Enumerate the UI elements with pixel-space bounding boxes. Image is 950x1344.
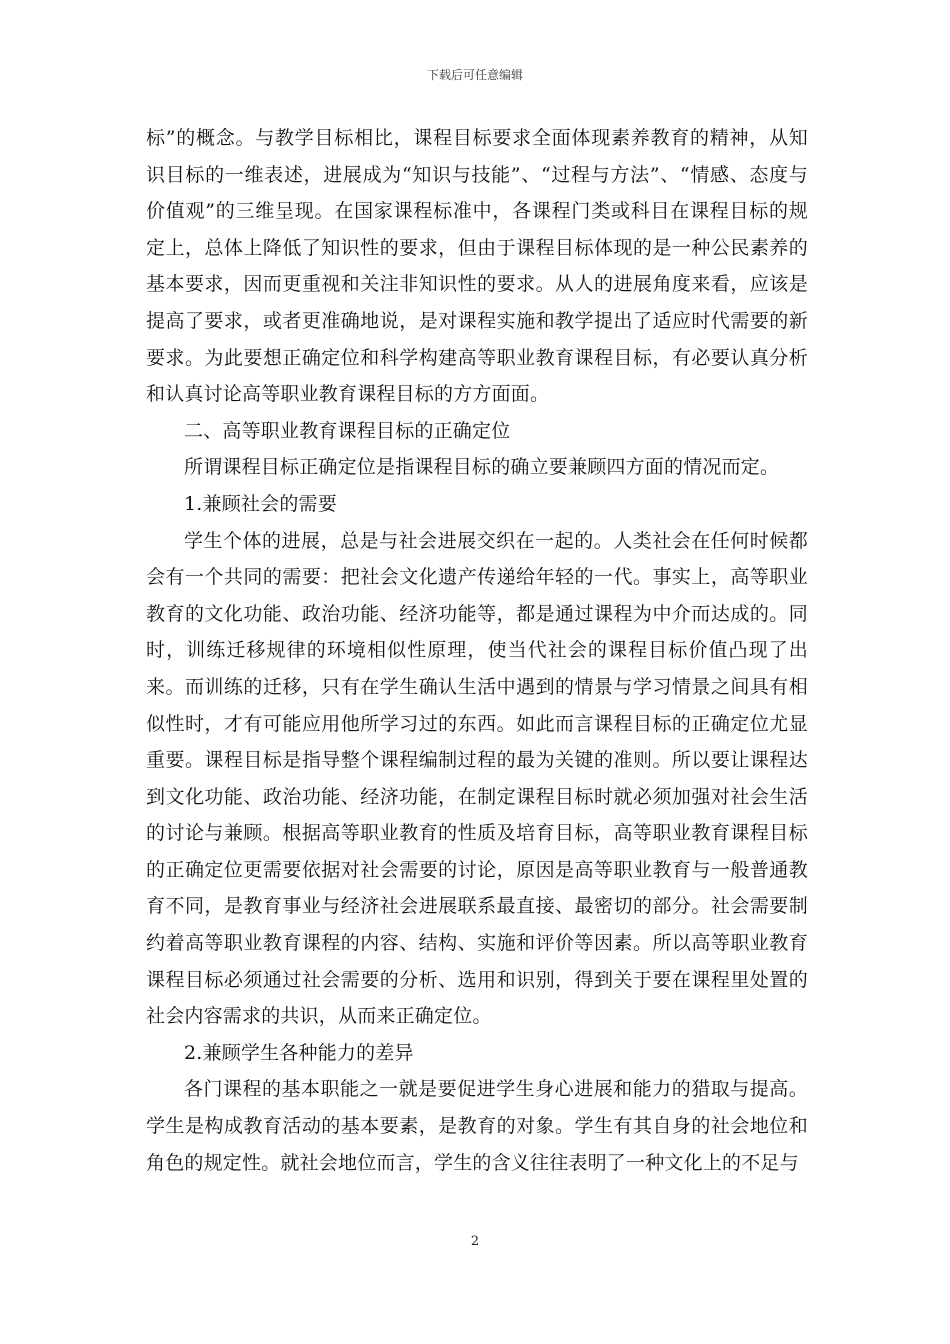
page-number: 2 [470,1234,480,1249]
paragraph-student-abilities: 各门课程的基本职能之一就是要促进学生身心进展和能力的猎取与提高。学生是构成教育活动的基本要素，是教育的对象。学生有其自身的社会地位和角色的规定性。就社会地位而言，学生的含义往往表明了一种文化上的不足与 [146,1078,808,1174]
subheading-student-abilities: 2.兼顾学生各种能力的差异 [184,1041,414,1064]
document-body [146,120,808,1181]
paragraph-positioning-summary: 所谓课程目标正确定位是指课程目标的确立要兼顾四方面的情况而定。 [184,456,780,479]
paragraph-social-needs: 学生个体的进展，总是与社会进展交织在一起的。人类社会在任何时候都会有一个共同的需要：把社会文化遗产传递给年轻的一代。事实上，高等职业教育的文化功能、政治功能、经济功能等，都是通过课程为中介而达成的。同时，训练迁移规律的环境相似性原理，使当代社会的课程目标价值凸现了出来。而训练的迁移，只有在学生确认生活中遇到的情景与学习情景之间具有相似性时，才有可能应用他所学习过的东西。如此而言课程目标的正确定位尤显重要。课程目标是指导整个课程编制过程的最为关键的准则。所以要让课程达到文化功能、政治功能、经济功能，在制定课程目标时就必须加强对社会生活的讨论与兼顾。根据高等职业教育的性质及培育目标，高等职业教育课程目标的正确定位更需要依据对社会需要的讨论，原因是高等职业教育与一般普通教育不同，是教育事业与经济社会进展联系最直接、最密切的部分。社会需要制约着高等职业教育课程的内容、结构、实施和评价等因素。所以高等职业教育课程目标必须通过社会需要的分析、选用和识别，得到关于要在课程里处置的社会内容需求的共识，从而来正确定位。 [146,529,808,1028]
page-header: 下载后可任意编辑 [426,68,523,82]
paragraph-intro-continuation: 标”的概念。与教学目标相比，课程目标要求全面体现素养教育的精神，从知识目标的一维表述，进展成为“知识与技能”、“过程与方法”、“情感、态度与价值观”的三维呈现。在国家课程标准中，各课程门类或科目在课程目标的规定上，总体上降低了知识性的要求，但由于课程目标体现的是一种公民素养的基本要求，因而更重视和关注非知识性的要求。从人的进展角度来看，应该是提高了要求，或者更准确地说，是对课程实施和教学提出了适应时代需要的新要求。为此要想正确定位和科学构建高等职业教育课程目标，有必要认真分析和认真讨论高等职业教育课程目标的方方面面。 [146,127,808,406]
section-heading-positioning: 二、高等职业教育课程目标的正确定位 [184,419,511,442]
subheading-social-needs: 1.兼顾社会的需要 [184,492,337,515]
